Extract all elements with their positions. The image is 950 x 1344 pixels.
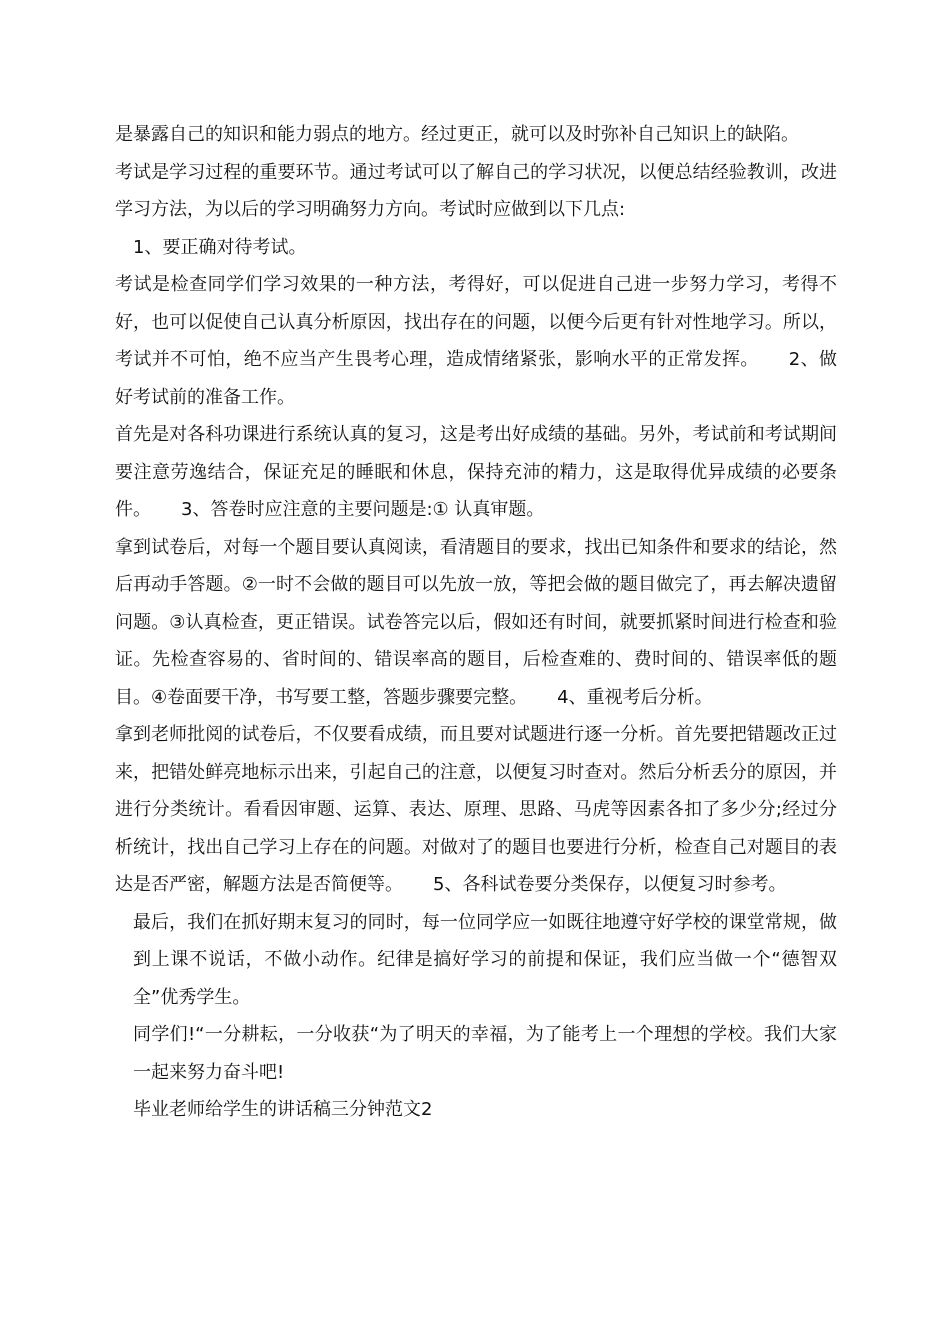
paragraph-6 <box>115 529 837 717</box>
section-heading: 5、各科试卷要分类保存，以便复习时参考。 <box>433 874 787 895</box>
paragraph-2 <box>115 154 837 229</box>
section-heading: 2、做好考试前的准备工作。 <box>115 349 838 408</box>
paragraph-text: 拿到试卷后，对每一个题目要认真阅读，看清题目的要求，找出已知条件和要求的结论，然后再动手答题。②一时不会做的题目可以先放一放，等把会做的题目做完了，再去解决遗留问题。③认真检查，更正错误。试卷答完以后，假如还有时间，就要抓紧时间进行检查和验证。先检查容易的、省时间的、错误率高的题目，后检查难的、费时间的、错误率低的题目。④卷面要干净，书写要工整，答题步骤要完整。 <box>115 536 837 708</box>
document-body <box>115 116 837 1129</box>
paragraph-4 <box>115 266 837 416</box>
paragraph-7 <box>115 716 837 904</box>
section-heading: 1、要正确对待考试。 <box>133 236 307 258</box>
section-heading: 3、答卷时应注意的主要问题是:① 认真审题。 <box>181 499 545 520</box>
paragraph-text: 最后，我们在抓好期末复习的同时，每一位同学应一如既往地遵守好学校的课堂常规，做到上课不说话，不做小动作。纪律是搞好学习的前提和保证，我们应当做一个“德智双全”优秀学生。 <box>133 911 837 1008</box>
paragraph-5 <box>115 416 837 529</box>
paragraph-text: 首先是对各科功课进行系统认真的复习，这是考出好成绩的基础。另外，考试前和考试期间要注意劳逸结合，保证充足的睡眠和休息，保持充沛的精力，这是取得优异成绩的必要条件。 <box>115 424 837 520</box>
paragraph-text: 考试是检查同学们学习效果的一种方法，考得好，可以促进自己进一步努力学习，考得不好，也可以促使自己认真分析原因，找出存在的问题，以便今后更有针对性地学习。所以，考试并不可怕，绝不应当产生畏考心理，造成情绪紧张，影响水平的正常发挥。 <box>115 274 837 370</box>
section-heading: 4、重视考后分析。 <box>557 686 713 708</box>
paragraph-10-title <box>115 1091 837 1129</box>
paragraph-9 <box>115 1016 837 1091</box>
paragraph-text: 是暴露自己的知识和能力弱点的地方。经过更正，就可以及时弥补自己知识上的缺陷。 <box>115 124 799 145</box>
paragraph-1 <box>115 116 837 154</box>
paragraph-text: 拿到老师批阅的试卷后，不仅要看成绩，而且要对试题进行逐一分析。首先要把错题改正过来，把错处鲜亮地标示出来，引起自己的注意，以便复习时查对。然后分析丢分的原因，并进行分类统计。看看因审题、运算、表达、原理、思路、马虎等因素各扣了多少分;经过分析统计，找出自己学习上存在的问题。对做对了的题目也要进行分析，检查自己对题目的表达是否严密，解题方法是否简便等。 <box>115 724 837 895</box>
paragraph-text: 考试是学习过程的重要环节。通过考试可以了解自己的学习状况，以便总结经验教训，改进学习方法，为以后的学习明确努力方向。考试时应做到以下几点: <box>115 161 837 220</box>
next-article-title: 毕业老师给学生的讲话稿三分钟范文2 <box>133 1099 433 1120</box>
paragraph-text: 同学们!“一分耕耘，一分收获“为了明天的幸福，为了能考上一个理想的学校。我们大家一起来努力奋斗吧! <box>133 1024 837 1083</box>
paragraph-8 <box>115 904 837 1017</box>
paragraph-3-heading <box>115 229 837 267</box>
